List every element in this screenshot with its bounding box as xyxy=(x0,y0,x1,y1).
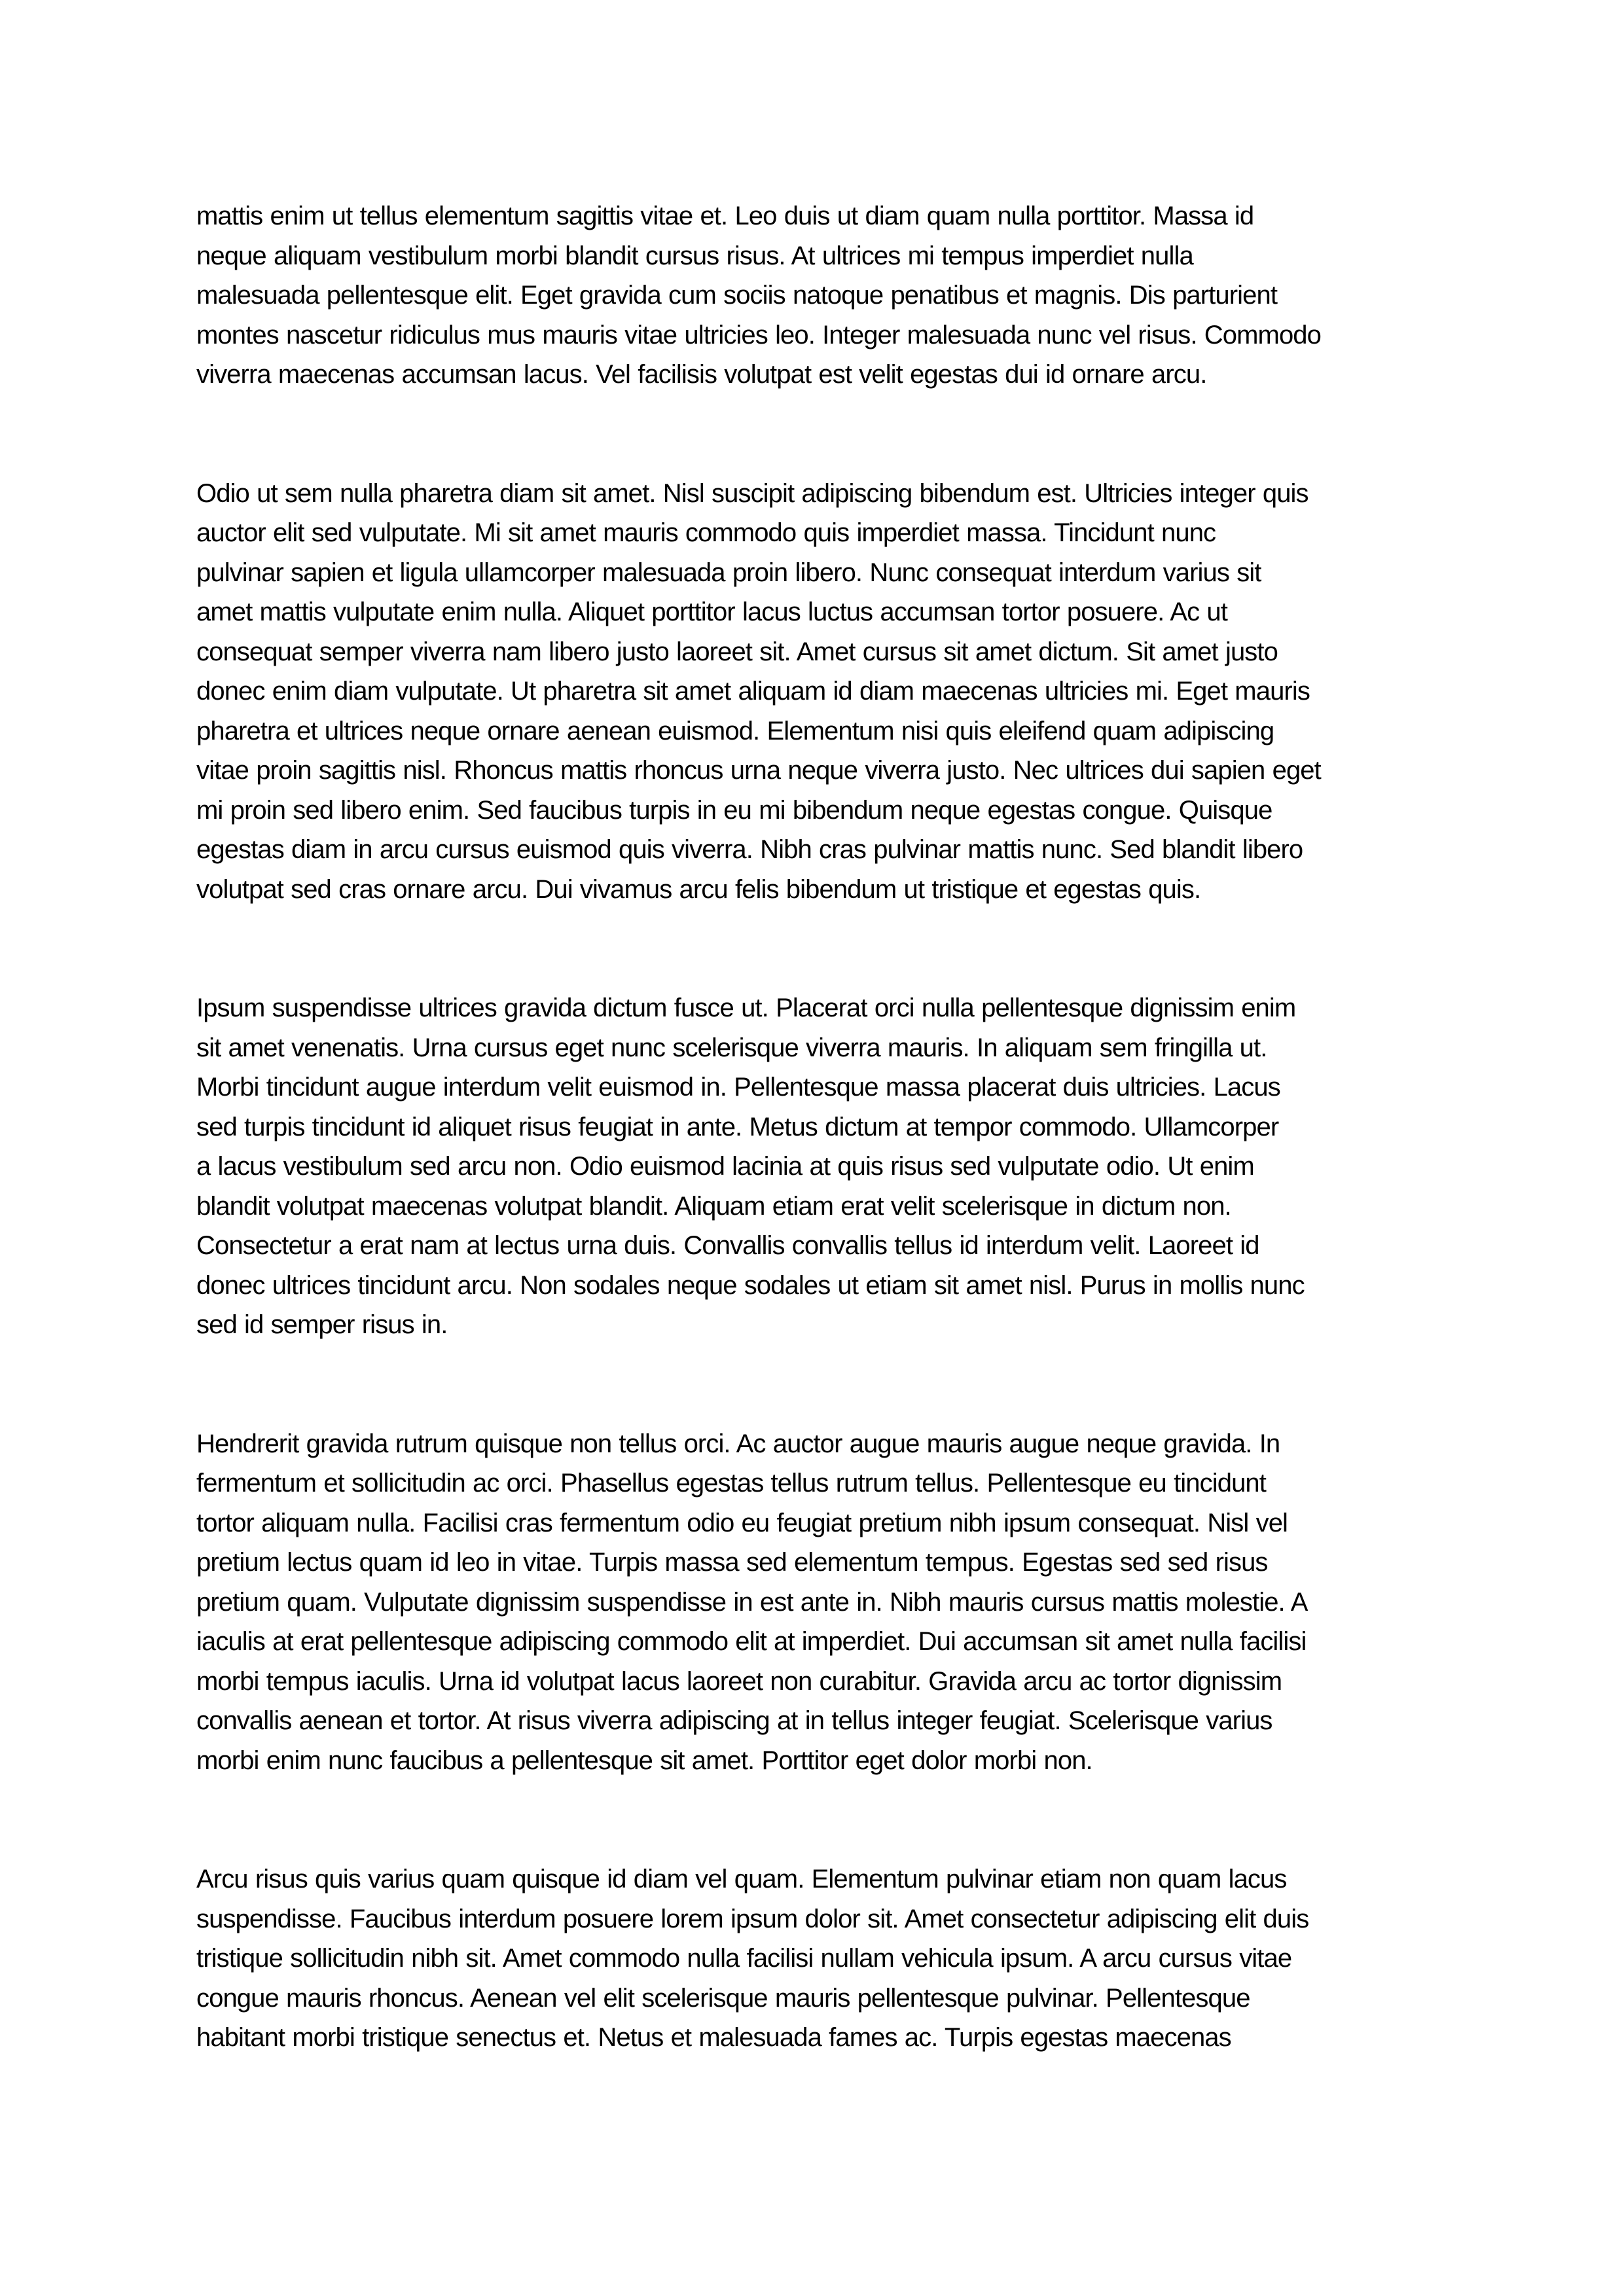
text-line: mi proin sed libero enim. Sed faucibus turpis in eu mi bibendum neque egestas congue. Quisque xyxy=(196,795,1272,825)
paragraph-5 xyxy=(196,1859,1440,2058)
text-line: pulvinar sapien et ligula ullamcorper malesuada proin libero. Nunc consequat interdum varius sit xyxy=(196,558,1261,587)
text-line: donec ultrices tincidunt arcu. Non sodales neque sodales ut etiam sit amet nisl. Purus in mollis nunc xyxy=(196,1270,1305,1300)
text-line: habitant morbi tristique senectus et. Netus et malesuada fames ac. Turpis egestas maecenas xyxy=(196,2023,1231,2052)
text-line: malesuada pellentesque elit. Eget gravida cum sociis natoque penatibus et magnis. Dis parturient xyxy=(196,281,1278,310)
text-line: suspendisse. Faucibus interdum posuere lorem ipsum dolor sit. Amet consectetur adipiscing elit duis xyxy=(196,1904,1309,1933)
text-line: neque aliquam vestibulum morbi blandit cursus risus. At ultrices mi tempus imperdiet nulla xyxy=(196,241,1193,270)
text-line: Morbi tincidunt augue interdum velit euismod in. Pellentesque massa placerat duis ultricies. Lacus xyxy=(196,1073,1280,1102)
text-line: donec enim diam vulputate. Ut pharetra sit amet aliquam id diam maecenas ultricies mi. Eget mauris xyxy=(196,677,1310,706)
text-line: consequat semper viverra nam libero justo laoreet sit. Amet cursus sit amet dictum. Sit amet justo xyxy=(196,637,1278,666)
text-line: Hendrerit gravida rutrum quisque non tellus orci. Ac auctor augue mauris augue neque gravida. In xyxy=(196,1429,1280,1458)
text-line: amet mattis vulputate enim nulla. Aliquet porttitor lacus luctus accumsan tortor posuere. Ac ut xyxy=(196,598,1227,626)
text-line: viverra maecenas accumsan lacus. Vel facilisis volutpat est velit egestas dui id ornare arcu. xyxy=(196,360,1207,389)
paragraph-1 xyxy=(196,196,1440,395)
text-line: mattis enim ut tellus elementum sagittis vitae et. Leo duis ut diam quam nulla porttitor. Massa id xyxy=(196,202,1254,230)
document-body xyxy=(196,196,1440,2137)
text-line: volutpat sed cras ornare arcu. Dui vivamus arcu felis bibendum ut tristique et egestas quis. xyxy=(196,874,1201,904)
paragraph-2 xyxy=(196,474,1440,910)
text-line: egestas diam in arcu cursus euismod quis viverra. Nibh cras pulvinar mattis nunc. Sed blandit libero xyxy=(196,835,1303,864)
text-line: pretium quam. Vulputate dignissim suspendisse in est ante in. Nibh mauris cursus mattis molestie. A xyxy=(196,1587,1308,1617)
text-line: Arcu risus quis varius quam quisque id diam vel quam. Elementum pulvinar etiam non quam lacus xyxy=(196,1865,1287,1893)
text-line: convallis aenean et tortor. At risus viverra adipiscing at in tellus integer feugiat. Scelerisque varius xyxy=(196,1706,1272,1735)
text-line: vitae proin sagittis nisl. Rhoncus mattis rhoncus urna neque viverra justo. Nec ultrices dui sapien eget xyxy=(196,756,1321,785)
text-line: a lacus vestibulum sed arcu non. Odio euismod lacinia at quis risus sed vulputate odio. Ut enim xyxy=(196,1152,1254,1181)
text-line: pretium lectus quam id leo in vitae. Turpis massa sed elementum tempus. Egestas sed sed risus xyxy=(196,1548,1268,1577)
text-line: congue mauris rhoncus. Aenean vel elit scelerisque mauris pellentesque pulvinar. Pellentesque xyxy=(196,1983,1250,2013)
text-line: Odio ut sem nulla pharetra diam sit amet. Nisl suscipit adipiscing bibendum est. Ultricies integer quis xyxy=(196,478,1308,508)
text-line: Ipsum suspendisse ultrices gravida dictum fusce ut. Placerat orci nulla pellentesque dignissim enim xyxy=(196,994,1296,1022)
text-line: auctor elit sed vulputate. Mi sit amet mauris commodo quis imperdiet massa. Tincidunt nunc xyxy=(196,518,1216,547)
text-line: montes nascetur ridiculus mus mauris vitae ultricies leo. Integer malesuada nunc vel risus. Commodo xyxy=(196,320,1322,350)
text-line: fermentum et sollicitudin ac orci. Phasellus egestas tellus rutrum tellus. Pellentesque eu tincidunt xyxy=(196,1469,1266,1498)
paragraph-3 xyxy=(196,988,1440,1345)
text-line: tortor aliquam nulla. Facilisi cras fermentum odio eu feugiat pretium nibh ipsum consequat. Nisl vel xyxy=(196,1508,1288,1537)
text-line: morbi tempus iaculis. Urna id volutpat lacus laoreet non curabitur. Gravida arcu ac tortor dignissim xyxy=(196,1666,1282,1696)
paragraph-4 xyxy=(196,1424,1440,1781)
text-line: Consectetur a erat nam at lectus urna duis. Convallis convallis tellus id interdum velit. Laoreet id xyxy=(196,1231,1259,1260)
text-line: blandit volutpat maecenas volutpat blandit. Aliquam etiam erat velit scelerisque in dictum non. xyxy=(196,1191,1231,1221)
text-line: morbi enim nunc faucibus a pellentesque sit amet. Porttitor eget dolor morbi non. xyxy=(196,1746,1092,1775)
text-line: pharetra et ultrices neque ornare aenean euismod. Elementum nisi quis eleifend quam adipiscing xyxy=(196,716,1274,745)
text-line: tristique sollicitudin nibh sit. Amet commodo nulla facilisi nullam vehicula ipsum. A arcu cursus vitae xyxy=(196,1944,1292,1973)
text-line: sed id semper risus in. xyxy=(196,1310,448,1339)
text-line: sed turpis tincidunt id aliquet risus feugiat in ante. Metus dictum at tempor commodo. Ullamcorper xyxy=(196,1112,1279,1141)
text-line: iaculis at erat pellentesque adipiscing commodo elit at imperdiet. Dui accumsan sit amet nulla facilisi xyxy=(196,1627,1307,1656)
text-line: sit amet venenatis. Urna cursus eget nunc scelerisque viverra mauris. In aliquam sem fringilla ut. xyxy=(196,1033,1267,1062)
